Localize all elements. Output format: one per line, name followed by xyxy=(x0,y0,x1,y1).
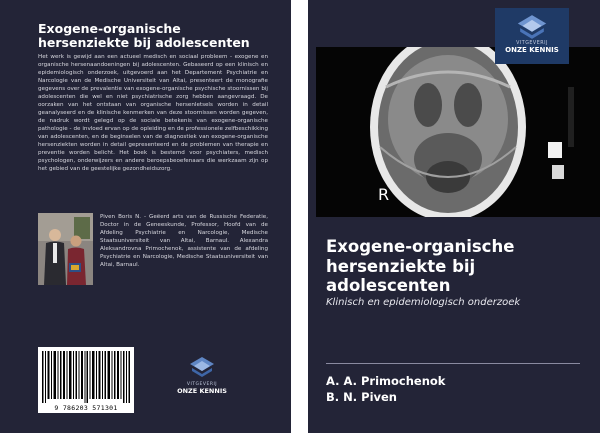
back-cover-title: Exogene-organische hersenziekte bij adolescenten xyxy=(38,21,250,50)
back-publisher-top: VITGEVERIJ xyxy=(186,382,218,387)
barcode-number: 9 786203 571301 xyxy=(54,404,118,412)
front-publisher-top: VITGEVERIJ xyxy=(516,41,548,46)
author-bio: Piven Boris N. - Geëerd arts van de Russische Federatie, Doctor in de Geneeskunde, Professor, Hoofd van de Afdeling Psychiatrie en Narcologie, Medische Staatsuniversiteit van Altai, Barnaul. Alexandra Aleksandrovna Primochenok, assistente van de afdeling Psychiatrie en Narcologie, Medische Staatsuniversiteit van Altai, Barnaul. xyxy=(100,214,268,268)
crystal-logo-icon xyxy=(515,14,549,40)
divider xyxy=(326,363,580,364)
barcode-icon xyxy=(38,349,134,405)
crystal-logo-icon xyxy=(188,356,216,378)
author-name: A. A. Primochenok xyxy=(326,374,446,388)
author-photo-image xyxy=(38,213,93,285)
author-photo xyxy=(38,213,93,285)
author-list xyxy=(326,373,445,405)
back-publisher-name: ONZE KENNIS xyxy=(177,387,227,395)
front-publisher-logo xyxy=(495,8,569,64)
back-cover-description: Het werk is gewijd aan een actueel medisch en sociaal probleem - exogene en organische hersenaandoeningen bij adolescenten. Gebaseerd op een klinisch en epidemiologisch onderzoek, uitgevoerd aan het Departement Psychiatrie en Narcologie van de Medische Universiteit van Altai, presenteert de monografie gegevens over de prevalentie van exogene-organische psychische stoornissen bij adolescenten die wel en niet psychiatrische zorg hebben aangevraagd. De oorzaken van het ontstaan van organische hersenletsels worden in detail geanalyseerd en de klinische kenmerken van deze stoornissen worden gegeven, de nadruk wordt gelegd op de sociale betekenis van exogene-organische pathologie - de invloed ervan op de opleiding en de professionele zelfbeschikking van adolescenten, en de beginselen van de diagnostiek van exogene-organische hersenziekten worden in detail gepresenteerd en de problemen van therapie en preventie worden belicht. Het boek is bestemd voor psychiaters, medisch psychologen, onderwijzers en andere beroepsbeoefenaars die werkzaam zijn op het gebied van de geestelijke gezondheidszorg. xyxy=(38,54,268,172)
book-title: Exogene-organische hersenziekte bij adolescenten xyxy=(326,237,515,295)
brain-ct-scan-icon xyxy=(316,47,600,217)
scan-side-marker: R xyxy=(378,185,390,204)
brain-scan-image xyxy=(316,47,600,217)
back-publisher-logo xyxy=(168,356,236,395)
book-subtitle: Klinisch en epidemiologisch onderzoek xyxy=(326,297,521,308)
spine xyxy=(291,0,308,433)
isbn-barcode xyxy=(38,347,134,413)
author-name: B. N. Piven xyxy=(326,390,397,404)
front-publisher-name: ONZE KENNIS xyxy=(505,46,559,54)
